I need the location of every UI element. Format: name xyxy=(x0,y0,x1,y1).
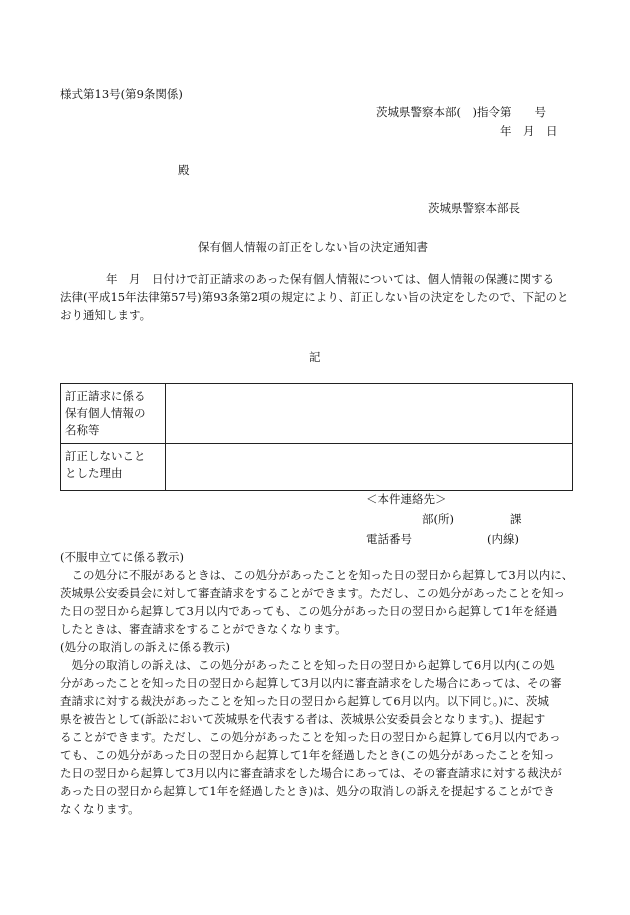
row-label: 訂正しないこと とした理由 xyxy=(61,444,166,491)
reference-number: 茨城県警察本部( )指令第 号 xyxy=(376,105,546,119)
appeal-line: したときは、審査請求をすることができなくなります。 xyxy=(60,622,347,636)
lawsuit-line: あった日の翌日から起算して1年を経過したとき)は、処分の取消しの訴えを提起することができ xyxy=(60,784,555,798)
table-row xyxy=(61,384,573,444)
row-label: 訂正請求に係る 保有個人情報の 名称等 xyxy=(61,384,166,444)
lawsuit-line: ても、この処分があった日の翌日から起算して1年を経過したとき(この処分があったことを知っ xyxy=(60,748,555,762)
lawsuit-line: 査請求に対する裁決があったことを知った日の翌日から起算して6月以内。以下同じ。)に、茨城 xyxy=(60,694,549,708)
form-number: 様式第13号(第9条関係) xyxy=(60,87,183,101)
lawsuit-line: 分があったことを知った日の翌日から起算して3月以内に審査請求をした場合にあっては、その審 xyxy=(60,676,562,690)
contact-extension-label: (内線) xyxy=(487,532,519,546)
document-title: 保有個人情報の訂正をしない旨の決定通知書 xyxy=(198,240,428,254)
body-line: おり通知します。 xyxy=(60,308,152,322)
appeal-section xyxy=(60,548,574,818)
appeal-line: た日の翌日から起算して3月以内であっても、この処分があった日の翌日から起算して1年を経過 xyxy=(60,604,558,618)
addressee-suffix: 殿 xyxy=(178,163,190,177)
appeal-heading: (不服申立てに係る教示) xyxy=(60,550,184,564)
detail-table xyxy=(60,383,573,491)
contact-heading: ＜本件連絡先＞ xyxy=(366,492,447,506)
body-line: 年 月 日付けで訂正請求のあった保有個人情報については、個人情報の保護に関する xyxy=(60,272,555,286)
contact-section-label: 課 xyxy=(510,512,522,526)
ki-heading: 記 xyxy=(309,350,321,364)
row-value xyxy=(166,384,573,444)
body-paragraph xyxy=(60,270,574,324)
appeal-line: 茨城県公安委員会に対して審査請求をすることができます。ただし、この処分があったことを知っ xyxy=(60,586,565,600)
lawsuit-line: 処分の取消しの訴えは、この処分があったことを知った日の翌日から起算して6月以内(この処 xyxy=(60,658,555,672)
date-line: 年 月 日 xyxy=(500,124,558,138)
body-line: 法律(平成15年法律第57号)第93条第2項の規定により、訂正しない旨の決定をしたので、下記のと xyxy=(60,290,569,304)
appeal-line: この処分に不服があるときは、この処分があったことを知った日の翌日から起算して3月以内に、 xyxy=(60,568,574,582)
table-row xyxy=(61,444,573,491)
lawsuit-heading: (処分の取消しの訴えに係る教示) xyxy=(60,640,230,654)
row-value xyxy=(166,444,573,491)
lawsuit-line: た日の翌日から起算して3月以内に審査請求をした場合にあっては、その審査請求に対する裁決が xyxy=(60,766,562,780)
lawsuit-line: 県を被告として(訴訟において茨城県を代表する者は、茨城県公安委員会となります。)、提起す xyxy=(60,712,546,726)
contact-phone-label: 電話番号 xyxy=(366,532,412,546)
contact-dept-label: 部(所) xyxy=(422,512,454,526)
lawsuit-line: ることができます。ただし、この処分があったことを知った日の翌日から起算して6月以内であっ xyxy=(60,730,561,744)
issuer: 茨城県警察本部長 xyxy=(428,201,520,215)
lawsuit-line: なくなります。 xyxy=(60,802,140,816)
